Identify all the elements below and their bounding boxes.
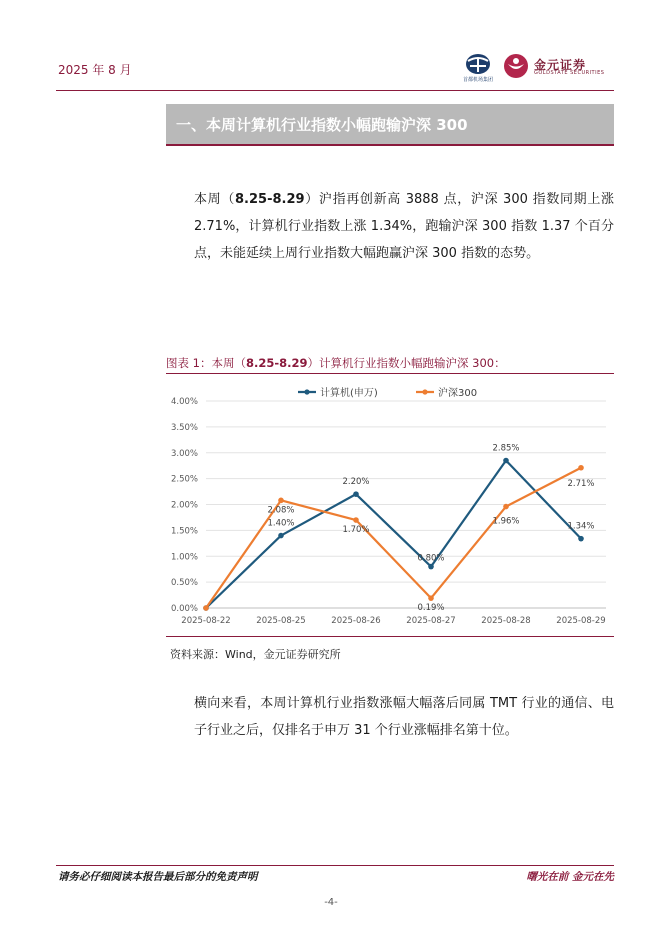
data-point <box>353 517 359 523</box>
figure-title-dates: 8.25-8.29 <box>245 356 308 370</box>
data-label: 2.20% <box>342 477 370 488</box>
data-label: 2.85% <box>492 443 520 454</box>
figure-bottom-rule <box>166 636 614 637</box>
x-tick-label: 2025-08-22 <box>181 616 231 626</box>
footer-disclaimer: 请务必仔细阅读本报告最后部分的免责声明 <box>58 871 258 883</box>
paragraph-weekly-summary <box>194 186 614 267</box>
data-point <box>278 533 284 539</box>
section-title: 一、本周计算机行业指数小幅跑输沪深 300 <box>176 116 468 134</box>
y-tick-label: 1.50% <box>170 526 198 537</box>
logo-left-subtitle: 首都机场集团 <box>462 77 493 83</box>
figure-source: 资料来源：Wind，金元证券研究所 <box>170 648 341 661</box>
line-chart <box>166 375 614 633</box>
data-label: 0.80% <box>417 553 445 564</box>
legend-swatch-marker <box>304 389 309 394</box>
figure-title <box>166 355 506 371</box>
section-heading-bar <box>166 104 614 146</box>
data-label: 2.71% <box>567 478 595 489</box>
data-label: 1.34% <box>567 521 595 532</box>
goldstate-logo-icon <box>502 52 530 80</box>
x-tick-label: 2025-08-25 <box>256 616 306 626</box>
data-label: 1.96% <box>492 516 520 527</box>
series-line <box>206 468 581 608</box>
data-point <box>503 458 509 464</box>
x-tick-label: 2025-08-28 <box>481 616 531 626</box>
data-label: 1.40% <box>267 518 295 529</box>
page-number: -4- <box>324 897 338 908</box>
data-point <box>428 595 434 601</box>
figure-top-rule <box>166 373 614 374</box>
x-tick-label: 2025-08-27 <box>406 616 456 626</box>
logo-right-name: 金元证券 <box>534 58 587 72</box>
capital-airport-logo <box>456 52 500 86</box>
paragraph-industry-comparison: 横向来看，本周计算机行业指数涨幅大幅落后同属 TMT 行业的通信、电子行业之后，仅排名于申万 31 个行业涨幅排名第十位。 <box>194 696 614 738</box>
y-tick-label: 0.50% <box>170 578 198 589</box>
y-tick-label: 2.50% <box>170 474 198 485</box>
report-date: 2025 年 8 月 <box>58 63 132 77</box>
goldstate-logo <box>502 52 614 82</box>
y-tick-label: 3.50% <box>170 422 198 433</box>
footer-divider <box>56 865 614 866</box>
capital-airport-logo-icon <box>456 52 500 76</box>
paragraph-body: ）沪指再创新高 3888 点，沪深 300 指数同期上涨 2.71%，计算机行业指数上涨 1.34%，跑输沪深 300 指数 1.37 个百分点，未能延续上周行业指数大幅跑赢沪深 300 指数的态势。 <box>194 192 614 261</box>
figure-title-prefix: 图表 1：本周（ <box>166 356 246 370</box>
data-label: 1.70% <box>342 525 370 536</box>
y-tick-label: 0.00% <box>170 604 198 614</box>
figure-title-suffix: ）计算机行业指数小幅跑输沪深 300： <box>307 356 506 370</box>
data-point <box>503 504 509 510</box>
data-point <box>578 465 584 471</box>
y-tick-label: 4.00% <box>170 397 198 407</box>
logo-right-subtitle: GOLDSTATE SECURITIES <box>534 70 605 76</box>
y-tick-label: 1.00% <box>170 552 198 563</box>
x-tick-label: 2025-08-29 <box>556 616 606 626</box>
data-label: 0.19% <box>417 603 445 614</box>
paragraph-prefix: 本周（ <box>194 192 236 207</box>
legend-label: 计算机(申万) <box>320 388 378 399</box>
footer-slogan: 曙光在前 金元在先 <box>526 871 614 883</box>
data-point <box>203 605 209 611</box>
data-label: 2.08% <box>267 505 295 516</box>
y-tick-label: 3.00% <box>170 448 198 459</box>
x-tick-label: 2025-08-26 <box>331 616 381 626</box>
data-point <box>428 564 434 570</box>
series-line <box>206 461 581 608</box>
y-tick-label: 2.00% <box>170 500 198 511</box>
data-point <box>278 498 284 504</box>
data-point <box>578 536 584 542</box>
paragraph-date-range: 8.25-8.29 <box>235 192 305 207</box>
legend-label: 沪深300 <box>438 388 478 399</box>
legend-swatch-marker <box>422 389 427 394</box>
data-point <box>353 491 359 497</box>
header-divider <box>56 90 614 91</box>
